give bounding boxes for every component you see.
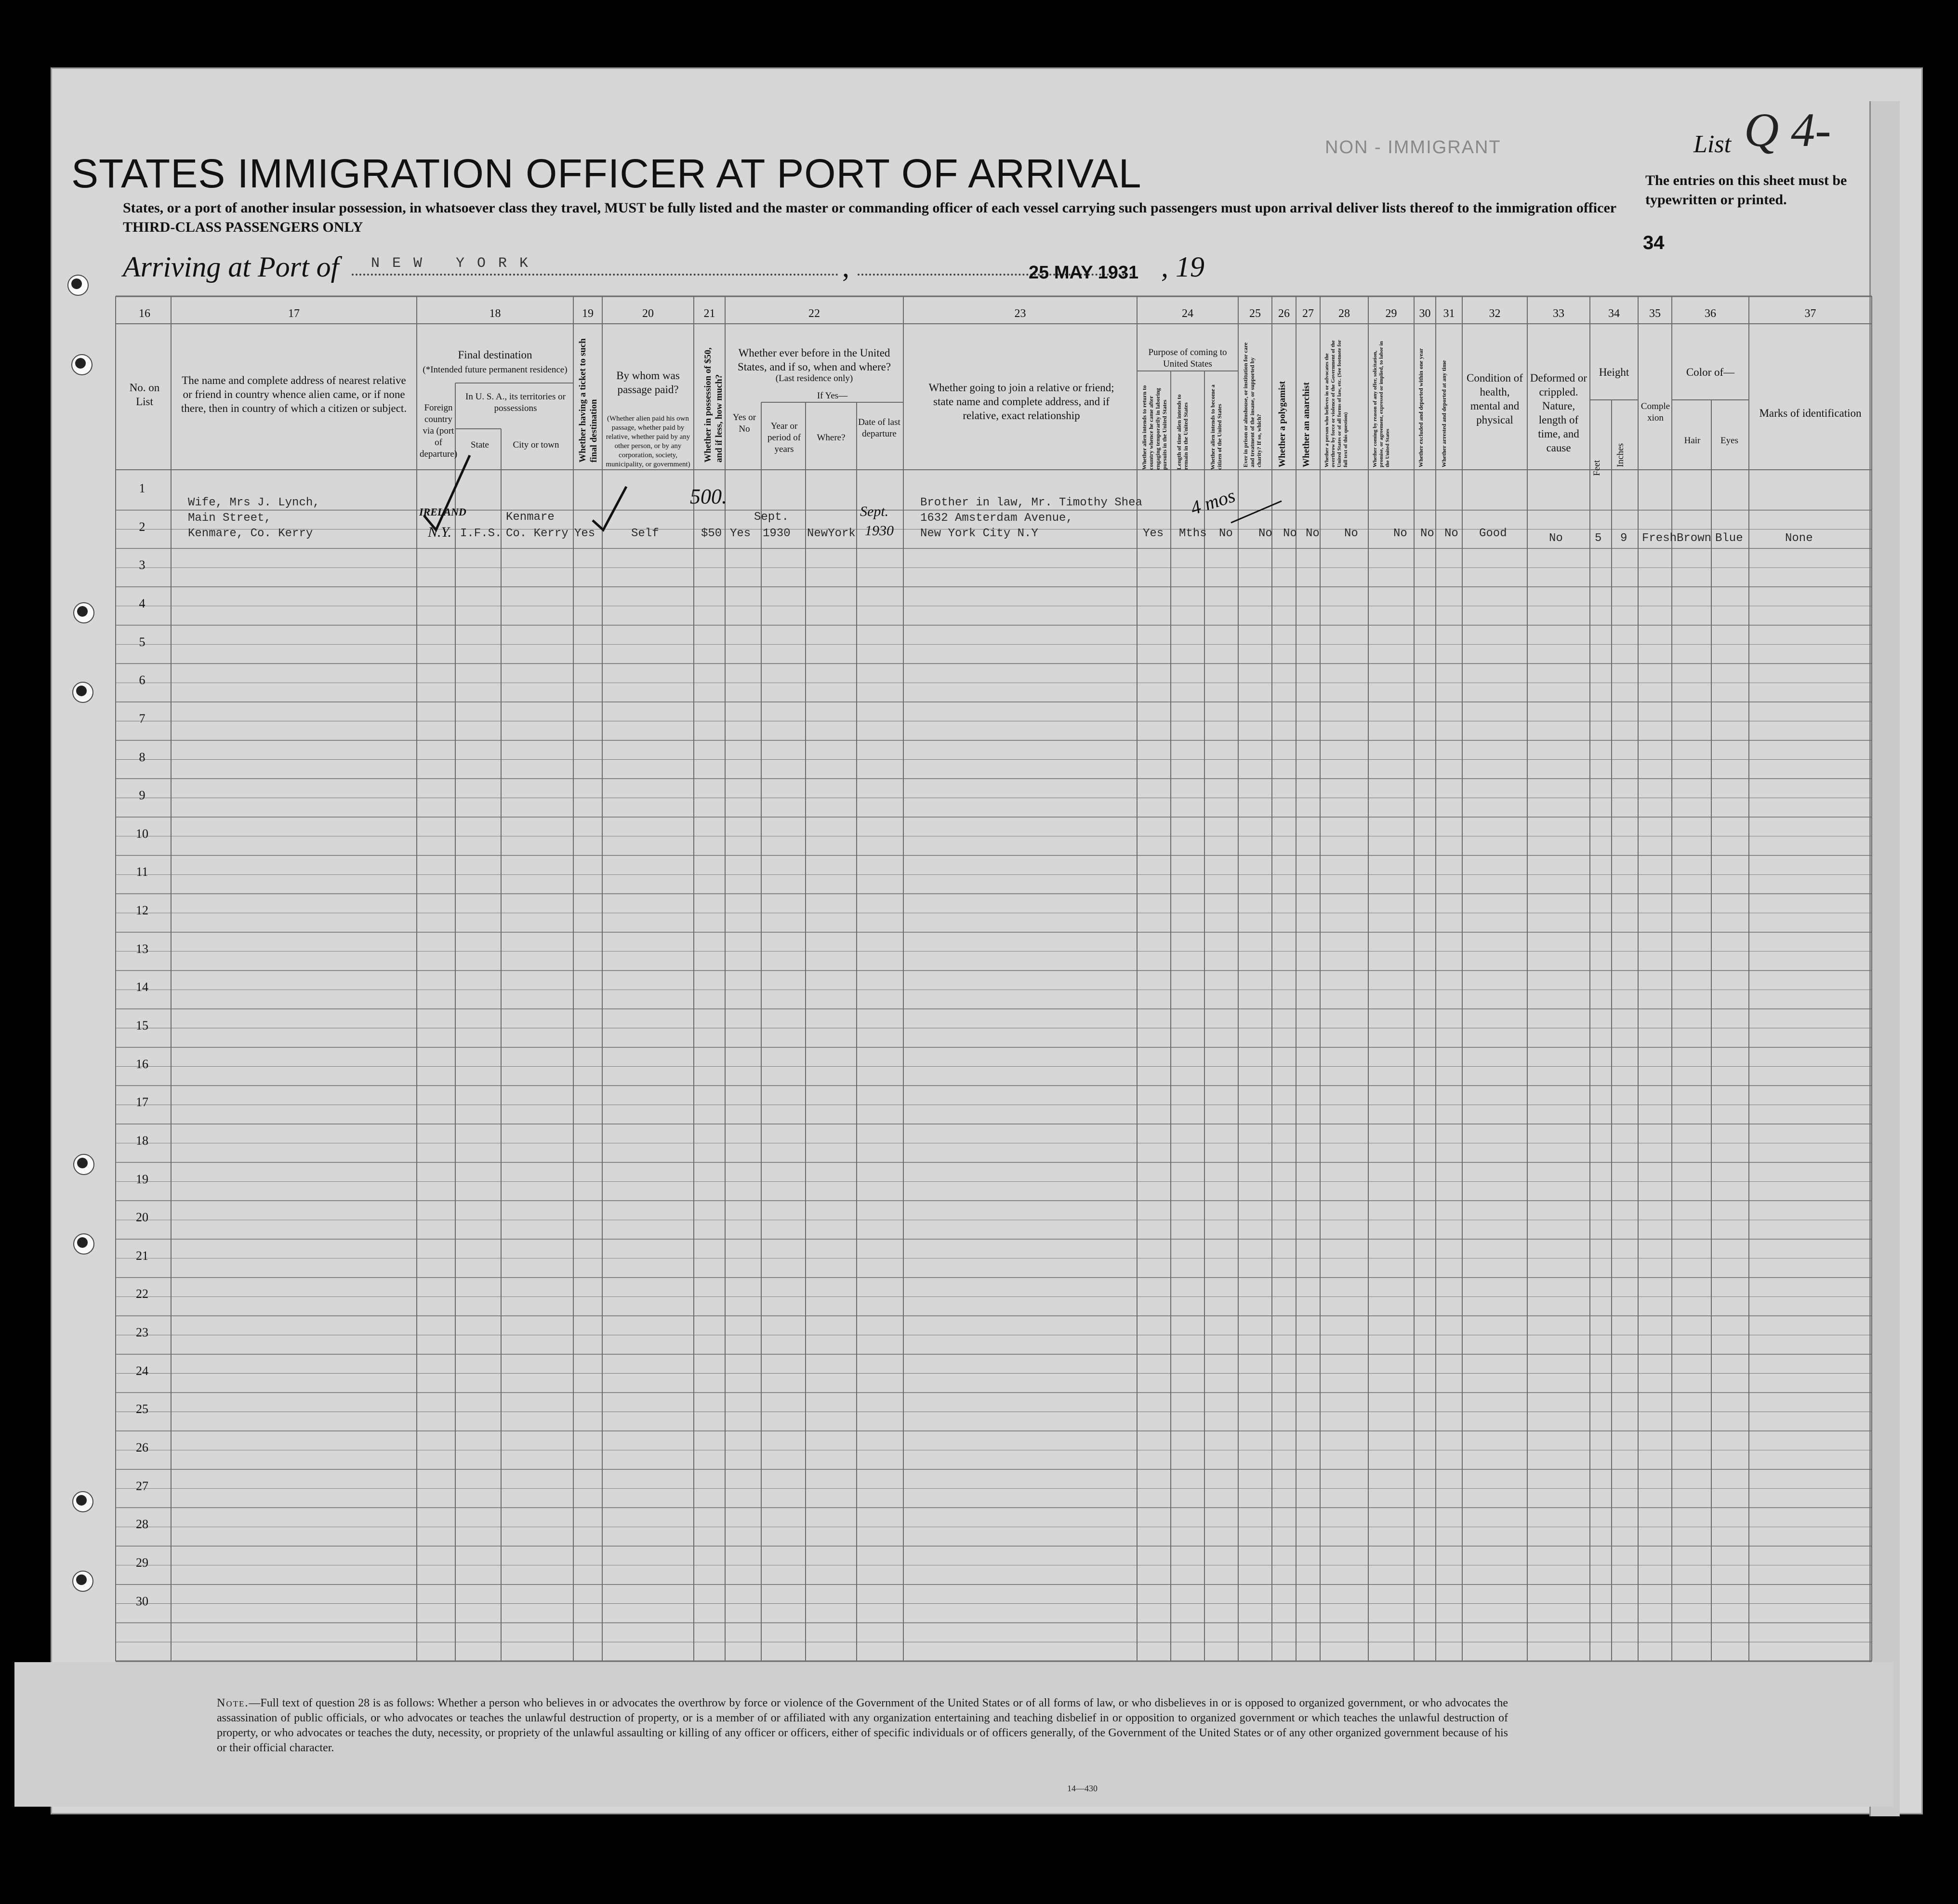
row-number: 26 (136, 1441, 148, 1455)
footnote (217, 1696, 1508, 1756)
column-number: 27 (1302, 307, 1314, 320)
row-number: 8 (139, 750, 146, 764)
header-purpose-return: Whether alien intends to return to country whence he came after engaging temporarily in laboring pursuits in the United States (1141, 385, 1168, 470)
check-mark-icon (593, 487, 626, 530)
column-number: 25 (1249, 307, 1261, 320)
check-mark-icon (424, 455, 470, 530)
relative-street: Main Street, (188, 512, 271, 525)
feet-value: 5 (1595, 532, 1602, 545)
header-eyes: Eyes (1720, 436, 1738, 446)
row-number: 9 (139, 788, 146, 803)
column-number: 28 (1338, 307, 1350, 320)
header-year-period: Year or period of years (767, 421, 801, 454)
column-number: 22 (808, 307, 820, 320)
row-number: 10 (136, 826, 148, 841)
marks-value: None (1785, 532, 1813, 545)
length-handwritten: 4 mos (1188, 484, 1238, 519)
hair-value: Brown (1677, 532, 1712, 545)
inches-value: 9 (1620, 532, 1627, 545)
row-number: 17 (136, 1095, 148, 1110)
header-foreign-country: Foreign country via (port of departure) (419, 403, 458, 459)
column-number: 36 (1705, 307, 1716, 320)
header-yes-no: Yes or No (732, 412, 756, 434)
money-value: $50 (701, 527, 722, 540)
row-number: 11 (136, 865, 148, 879)
row-number: 13 (136, 941, 148, 956)
arriving-label: Arriving at Port of (123, 251, 339, 283)
column-number: 29 (1385, 307, 1397, 320)
header-passage-paid-note: (Whether alien paid his own passage, whether paid by relative, whether paid by any other person, or by any corporation, society, municipality, or government) (606, 415, 690, 468)
header-inches: Inches (1615, 443, 1626, 467)
row-number: 22 (136, 1287, 148, 1301)
page-title: STATES IMMIGRATION OFFICER AT PORT OF ARRIVAL (71, 151, 1142, 196)
state-value: I.F.S. (460, 527, 502, 540)
intro-line: States, or a port of another insular possession, in whatsoever class they travel, MUST be fully listed and the master or commanding officer of each vessel carrying such passengers must upon arrival deliver lists thereof to the immigration officer (123, 200, 1617, 216)
header-excluded: Whether excluded and deported within one year (1417, 348, 1424, 467)
relative-name: Wife, Mrs J. Lynch, (188, 496, 320, 509)
complexion-value: Fresh (1642, 532, 1677, 545)
city-value: Kenmare (506, 511, 555, 524)
header-final-destination-note: (*Intended future permanent residence) (423, 365, 568, 375)
money-handwritten: 500. (690, 485, 727, 508)
eyes-value: Blue (1715, 532, 1743, 545)
polygamist-value: No (1283, 527, 1297, 540)
citizen-value: No (1219, 527, 1233, 540)
class-line: THIRD-CLASS PASSENGERS ONLY (123, 219, 363, 235)
header-arrested: Whether arrested and deported at any time (1441, 360, 1447, 467)
city-county: Co. Kerry (506, 527, 569, 540)
header-prison: Ever in prison or almshouse, or institution for care and treatment of the insane, or supported by charity? If so, which? (1242, 342, 1262, 467)
column-number: 18 (489, 307, 501, 320)
row-number: 28 (136, 1517, 148, 1532)
column-number: 34 (1608, 307, 1620, 320)
column-number: 26 (1278, 307, 1290, 320)
header-final-destination: Final destination (458, 349, 532, 361)
header-purpose-length: Length of time alien intends to remain in the United States (1176, 394, 1189, 470)
header-deformed: Deformed or crippled. Nature, length of time, and cause (1530, 372, 1588, 454)
header-date-last-departure: Date of last departure (858, 417, 900, 439)
column-number: 31 (1443, 307, 1455, 320)
header-health: Condition of health, mental and physical (1467, 372, 1523, 426)
row-number: 16 (136, 1057, 148, 1071)
row-number: 25 (136, 1402, 148, 1416)
row-number: 19 (136, 1172, 148, 1186)
header-hair: Hair (1684, 436, 1701, 446)
header-anarchist: Whether an anarchist (1301, 382, 1311, 467)
state-handwritten: N.Y. (428, 524, 451, 540)
health-value: Good (1479, 527, 1507, 540)
header-complexion: Complexion (1640, 401, 1670, 423)
sheet-number: 34 (1643, 232, 1665, 253)
header-purpose-citizen: Whether alien intends to become a citizen of the United States (1209, 384, 1223, 470)
length-value: Mths (1179, 527, 1207, 540)
header-where: Where? (817, 433, 846, 443)
column-number: 24 (1182, 307, 1193, 320)
footnote-text: —Full text of question 28 is as follows: Whether a person who believes in or advocates the overthrow by force or violence of the Government of the United States or of all forms of law, or who disbelieves in or is opposed to organized government, or who advocates the assassination of public officials, or who advocates or teaches the unlawful destruction of property, or is a member of or affiliated with any organization entertaining and teaching disbelief in or opposition to organized government or which teaches the unlawful destruction of property, or who advocates or teaches the duty, necessity, or propriety of the unlawful assaulting or killing of any officer or officers, either of specific individuals or of officers generally, of the Government of the United States or of any other organized government because of his or their official character. (217, 1697, 1508, 1754)
relative-town: Kenmare, Co. Kerry (188, 527, 313, 540)
row-number: 12 (136, 903, 148, 918)
column-number: 37 (1804, 307, 1816, 320)
footnote-lead: Note. (217, 1697, 249, 1709)
non-immigrant-stamp: NON - IMMIGRANT (1325, 137, 1501, 158)
column-number: 21 (703, 307, 715, 320)
row-number: 2 (139, 519, 146, 534)
row-number: 3 (139, 558, 146, 572)
row-number: 24 (136, 1363, 148, 1378)
row-number: 6 (139, 673, 146, 688)
paid-by-value: Self (631, 527, 659, 540)
header-money: Whether in possession of $50, and if less, how much? (703, 347, 724, 463)
header-overthrow: Whether a person who believes in or advocates the overthrow by force or violence of the Government of the United States or of all forms of law, etc. (See footnote for full text of this question) (1324, 340, 1349, 467)
header-if-yes: If Yes— (817, 391, 848, 401)
column-number: 32 (1489, 307, 1501, 320)
header-no-on-list: No. on List (129, 382, 160, 408)
header-marks: Marks of identification (1759, 407, 1862, 419)
last-departure-month: Sept. (860, 503, 889, 519)
header-purpose: Purpose of coming to United States (1148, 347, 1227, 369)
column-number: 30 (1419, 307, 1431, 320)
header-before-in-us: Whether ever before in the United States, and if so, when and where? (737, 347, 891, 373)
header-ticket: Whether having a ticket to such final destination (578, 338, 599, 463)
row-number: 1 (139, 481, 146, 496)
comma: , (842, 251, 849, 283)
arrested-value: No (1444, 527, 1458, 540)
overthrow-value: No (1344, 527, 1358, 540)
header-labor-offer: Whether coming by reason of any offer, solicitation, promise, or agreement, expressed or implied, to labor in the United States (1372, 341, 1390, 467)
before-year: 1930 (763, 527, 791, 540)
row-number: 7 (139, 711, 146, 726)
labor-offer-value: No (1393, 527, 1407, 540)
header-city: City or town (513, 440, 559, 450)
column-number: 19 (582, 307, 594, 320)
header-in-usa: In U. S. A., its territories or possessions (465, 392, 566, 413)
purpose-value: Yes (1143, 527, 1164, 540)
header-color-of: Color of— (1686, 366, 1735, 378)
row-number: 18 (136, 1133, 148, 1148)
excluded-value: No (1420, 527, 1434, 540)
header-feet: Feet (1592, 460, 1602, 476)
row-number: 4 (139, 596, 146, 610)
before-yes: Yes (730, 527, 751, 540)
join-relative-street: 1632 Amsterdam Avenue, (920, 512, 1073, 525)
arrival-date-stamp: 25 MAY 1931 (1029, 263, 1139, 283)
header-going-to-join: Whether going to join a relative or friend; state name and complete address, and if relative, exact relationship (928, 382, 1114, 422)
column-number: 17 (288, 307, 300, 320)
entries-note: The entries on this sheet must be typewritten or printed. (1645, 172, 1847, 208)
column-number: 20 (642, 307, 654, 320)
header-nearest-relative: The name and complete address of nearest relative or friend in country whence alien came, or if none there, then in country of which a citizen or subject. (181, 374, 407, 414)
header-polygamist: Whether a polygamist (1277, 381, 1287, 467)
row-number: 23 (136, 1325, 148, 1340)
form-code: 14—430 (1067, 1784, 1098, 1793)
prison-value: No (1258, 527, 1272, 540)
strike-line-icon (1231, 501, 1282, 523)
year-label: , 19 (1161, 251, 1204, 283)
header-last-residence: (Last residence only) (775, 373, 853, 383)
anarchist-value: No (1306, 527, 1320, 540)
port-of-arrival: NEW YORK (371, 255, 541, 272)
foreign-country: IRELAND (419, 506, 466, 518)
row-number: 20 (136, 1210, 148, 1225)
row-number: 27 (136, 1479, 148, 1493)
before-year-month: Sept. (754, 511, 789, 524)
join-relative-name: Brother in law, Mr. Timothy Shea (920, 496, 1142, 509)
header-height: Height (1599, 366, 1629, 378)
list-number: Q 4- (1744, 103, 1831, 157)
ticket-value: Yes (574, 527, 595, 540)
row-number: 14 (136, 980, 148, 994)
row-number: 15 (136, 1018, 148, 1032)
deformed-value: No (1549, 532, 1563, 545)
join-relative-city: New York City N.Y (920, 527, 1038, 540)
column-number: 16 (139, 307, 150, 320)
row-number: 30 (136, 1594, 148, 1608)
header-passage-paid: By whom was passage paid? (616, 370, 680, 396)
header-state: State (471, 440, 489, 450)
row-number: 5 (139, 635, 146, 649)
row-number: 29 (136, 1555, 148, 1570)
list-label: List (1693, 131, 1732, 158)
column-number: 35 (1649, 307, 1661, 320)
last-departure-year: 1930 (865, 523, 894, 539)
column-number: 23 (1014, 307, 1026, 320)
before-where: NewYork (807, 527, 856, 540)
column-number: 33 (1553, 307, 1564, 320)
row-number: 21 (136, 1248, 148, 1263)
